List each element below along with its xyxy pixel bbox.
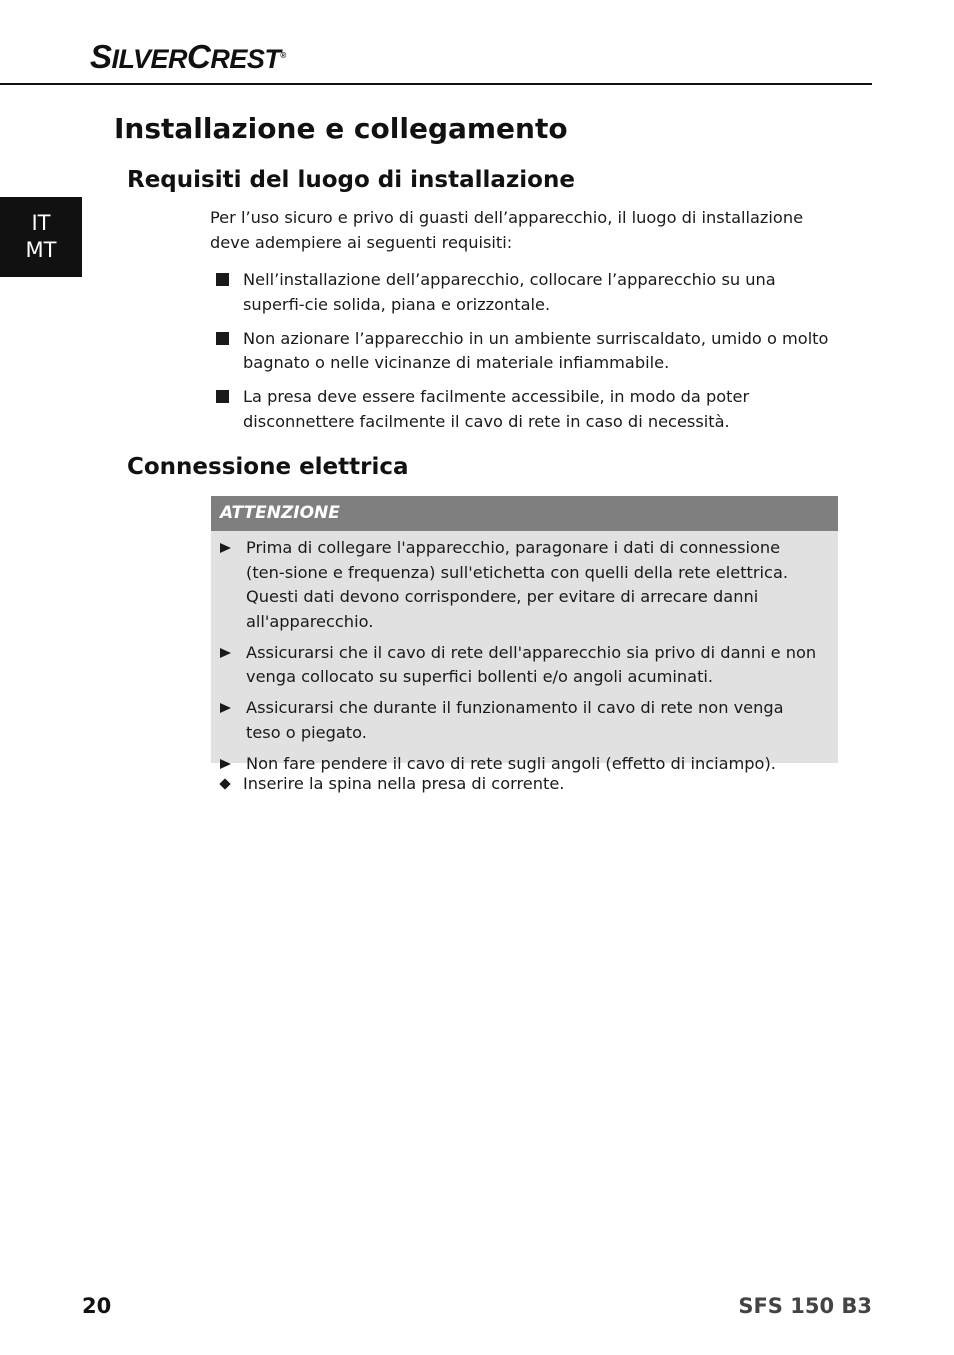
black-square-icon bbox=[216, 332, 229, 345]
model-number: SFS 150 B3 bbox=[738, 1294, 872, 1318]
header-rule bbox=[0, 83, 872, 85]
registered-mark: ® bbox=[280, 51, 286, 60]
brand-logo-cap-2: C bbox=[187, 38, 211, 75]
diamond-icon bbox=[219, 778, 230, 789]
list-item bbox=[214, 268, 839, 317]
section-heading-electrical: Connessione elettrica bbox=[127, 454, 409, 480]
language-tab bbox=[0, 197, 82, 277]
list-item bbox=[218, 641, 818, 690]
section-heading-requirements: Requisiti del luogo di installazione bbox=[127, 167, 575, 193]
warning-label: ATTENZIONE bbox=[211, 496, 838, 531]
list-item bbox=[214, 327, 839, 376]
list-item bbox=[218, 696, 818, 745]
language-tab-it: IT bbox=[31, 211, 51, 235]
brand-logo-part-1: ILVER bbox=[111, 44, 188, 74]
page-number: 20 bbox=[82, 1294, 112, 1318]
requirements-list bbox=[214, 268, 839, 444]
language-tab-mt: MT bbox=[25, 238, 57, 262]
right-arrow-icon bbox=[220, 759, 231, 769]
list-item-text: Assicurarsi che il cavo di rete dell'apparecchio sia privo di danni e non venga collocato su superfici bollenti e/o angoli acuminati. bbox=[246, 642, 817, 686]
warning-box bbox=[211, 496, 838, 773]
list-item-text: Nell’installazione dell’apparecchio, collocare l’apparecchio su una superfi-cie solida, piana e orizzontale. bbox=[243, 270, 776, 314]
brand-logo bbox=[90, 38, 286, 76]
list-item-text: Non azionare l’apparecchio in un ambiente surriscaldato, umido o molto bagnato o nelle vicinanze di materiale infiammabile. bbox=[243, 328, 829, 372]
list-item-text: Non fare pendere il cavo di rete sugli angoli (effetto di inciampo). bbox=[246, 753, 776, 773]
action-step bbox=[218, 772, 818, 797]
right-arrow-icon bbox=[220, 543, 231, 553]
page-title: Installazione e collegamento bbox=[114, 112, 568, 145]
brand-logo-cap-1: S bbox=[90, 38, 112, 75]
requirements-intro: Per l’uso sicuro e privo di guasti dell’apparecchio, il luogo di installazione deve adempiere ai seguenti requisiti: bbox=[210, 208, 804, 252]
list-item-text: La presa deve essere facilmente accessibile, in modo da poter disconnettere facilmente il cavo di rete in caso di necessità. bbox=[243, 387, 750, 431]
list-item-text: Prima di collegare l'apparecchio, paragonare i dati di connessione (ten-sione e frequenza) sull'etichetta con quelli della rete elettrica. Questi dati devono corrispondere, per evitare di arrecare danni all'apparecchio. bbox=[246, 538, 789, 631]
black-square-icon bbox=[216, 273, 229, 286]
black-square-icon bbox=[216, 390, 229, 403]
warning-list bbox=[211, 531, 838, 776]
list-item bbox=[214, 385, 839, 434]
list-item bbox=[218, 536, 818, 634]
right-arrow-icon bbox=[220, 703, 231, 713]
action-step-text: Inserire la spina nella presa di corrente. bbox=[243, 774, 565, 793]
right-arrow-icon bbox=[220, 648, 231, 658]
list-item-text: Assicurarsi che durante il funzionamento il cavo di rete non venga teso o piegato. bbox=[246, 698, 784, 742]
brand-logo-part-2: REST bbox=[210, 44, 281, 74]
